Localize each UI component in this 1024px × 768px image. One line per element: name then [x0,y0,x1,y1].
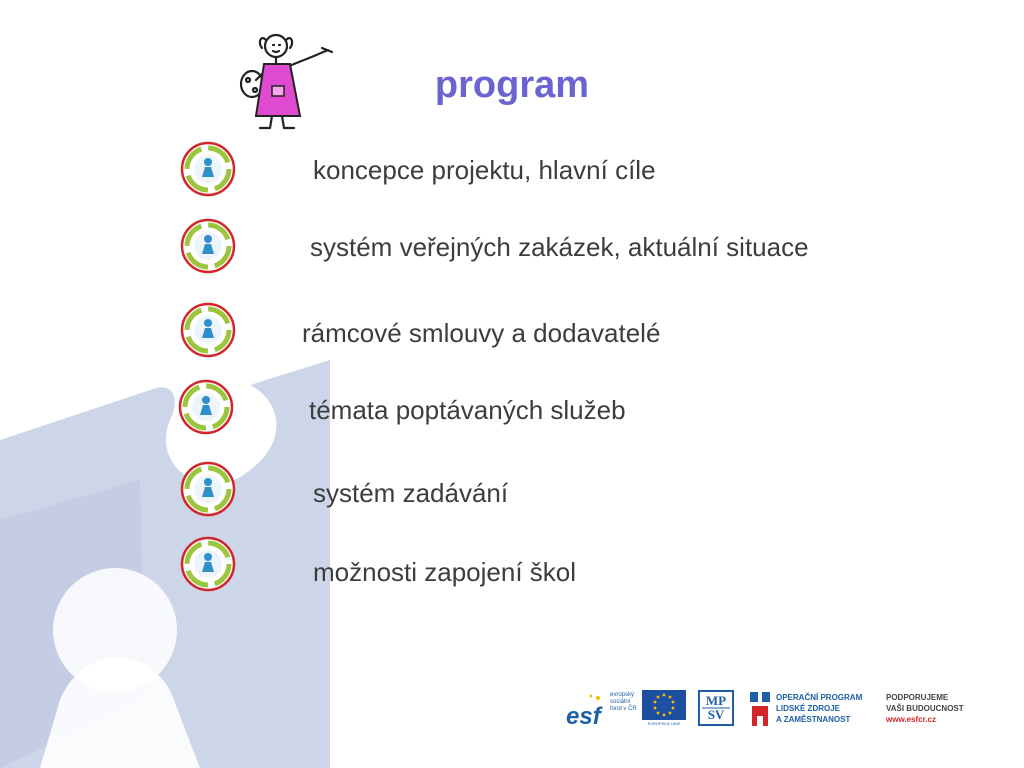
support-slogan: PODPORUJEME VAŠI BUDOUCNOST [886,693,964,713]
agenda-item-text: koncepce projektu, hlavní cíle [313,155,656,185]
person-circle-icon [179,140,237,198]
agenda-item-text: rámcové smlouvy a dodavatelé [302,318,661,348]
person-circle-icon [179,301,237,359]
mpsv-line: SV [707,707,725,722]
agenda-item-text: systém zadávání [313,478,509,508]
agenda-item-text: témata poptávaných služeb [309,395,626,425]
esf-caption-line: sociální [610,699,631,705]
esf-caption [610,692,637,713]
agenda-item-text: systém veřejných zakázek, aktuální situace [310,232,809,262]
esf-caption-line: fond v ČR [610,706,637,712]
person-circle-icon [179,217,237,275]
person-circle-icon [179,535,237,593]
eu-caption: EVROPSKÁ UNIE [647,721,681,726]
mpsv-line: MP [705,693,727,708]
slide-title: program [434,64,590,106]
esf-mark: esf [566,703,601,730]
esf-logo [564,690,608,730]
op-lzz-label: OPERAČNÍ PROGRAM LIDSKÉ ZDROJE A ZAMĚSTNANOST [776,693,863,724]
eu-flag-icon [642,690,686,720]
mpsv-logo-text [698,694,734,722]
op-lzz-icon [748,690,772,728]
agenda-item-text: možnosti zapojení škol [313,557,577,587]
person-circle-icon [179,460,237,518]
person-circle-icon [177,378,235,436]
esf-url: www.esfcr.cz [886,715,936,724]
esf-caption-line: evropský [610,692,635,698]
footer-logos [560,686,980,734]
